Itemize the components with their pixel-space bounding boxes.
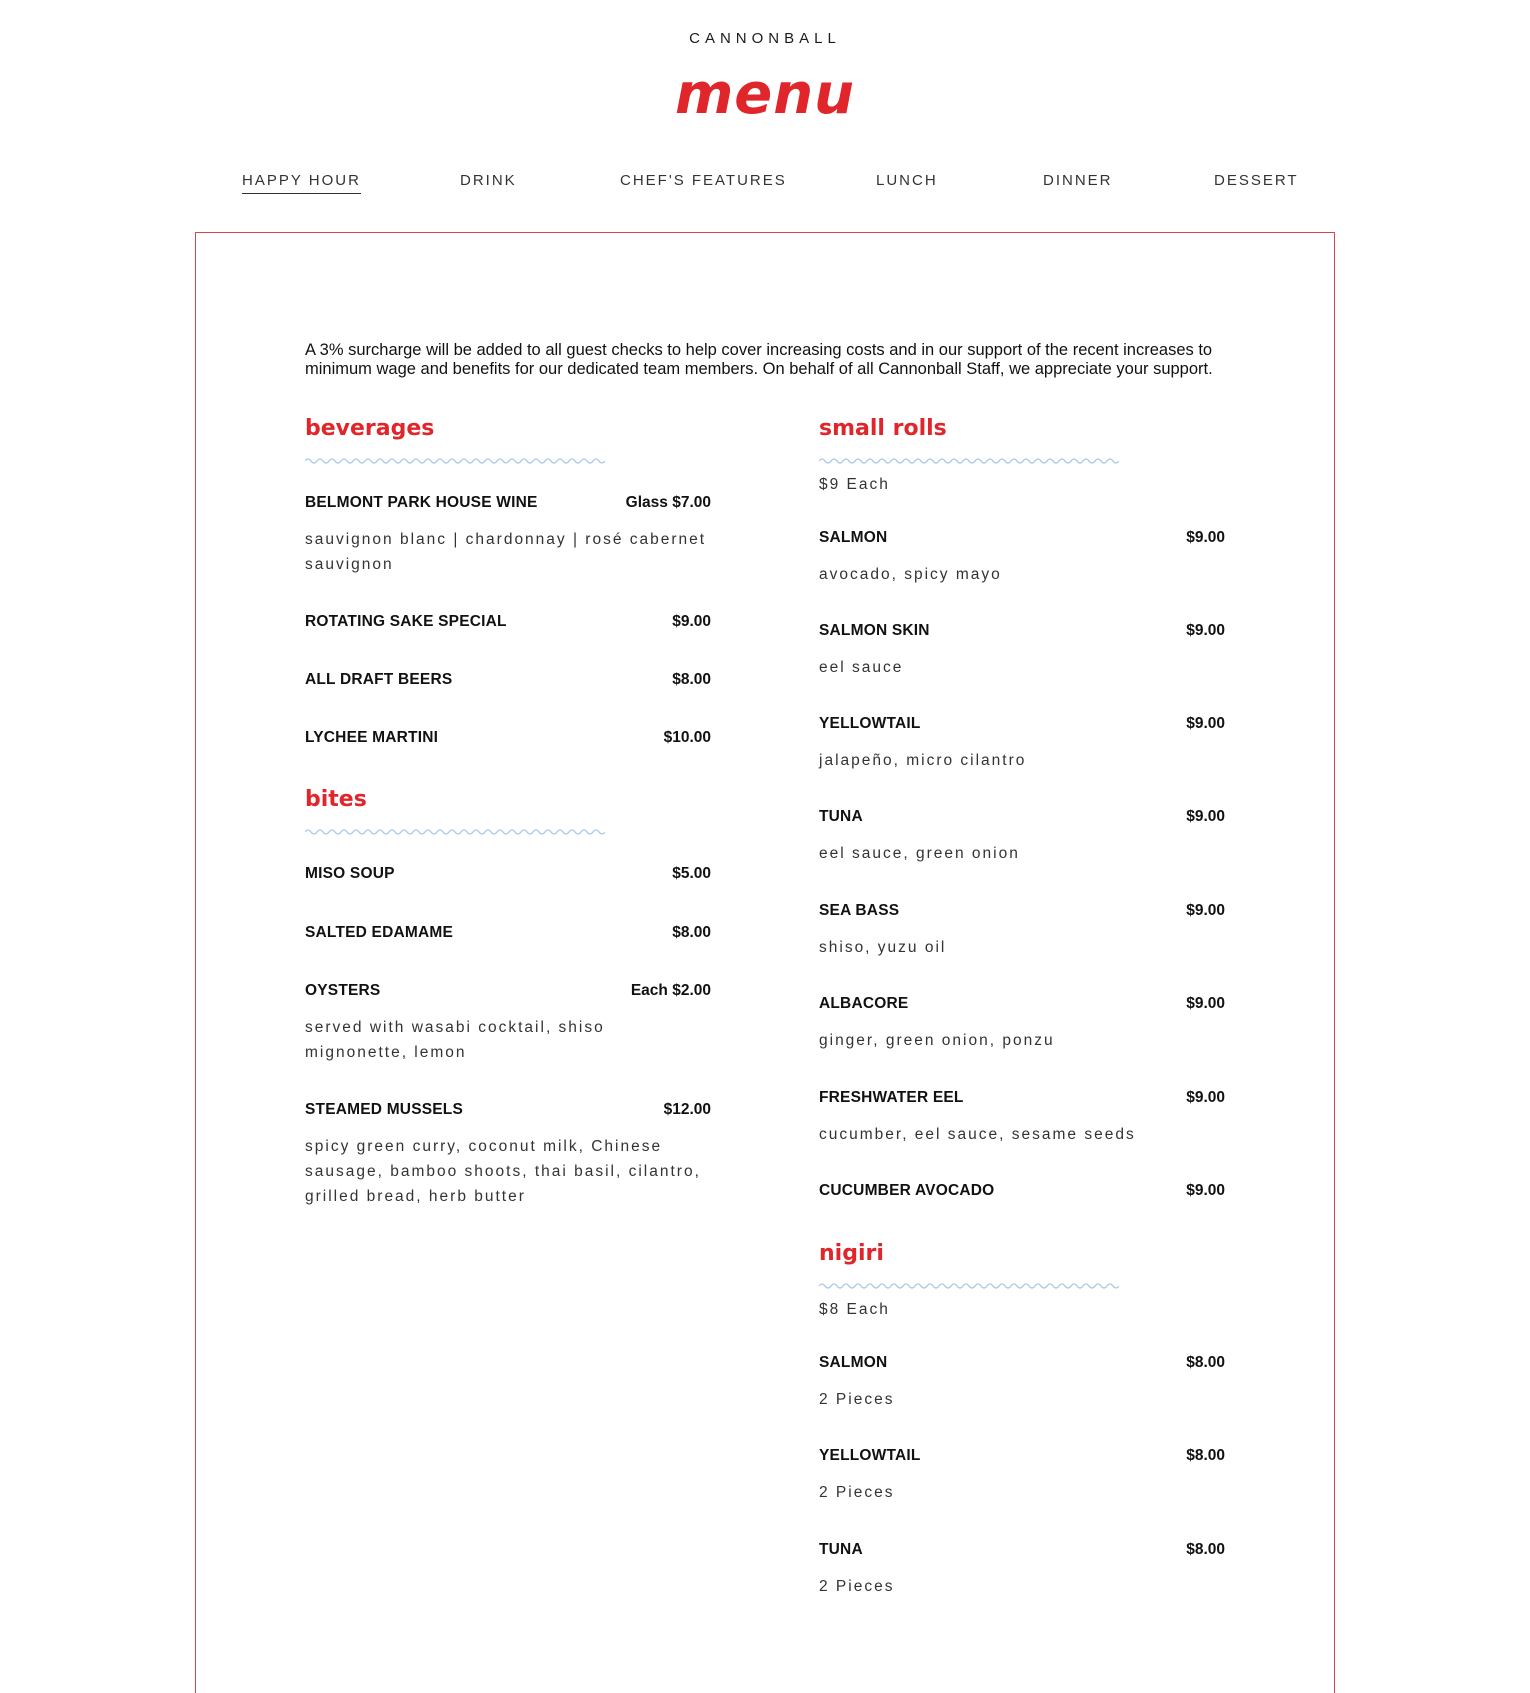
item-price: $8.00 xyxy=(1186,1354,1225,1371)
item-description: avocado, spicy mayo xyxy=(819,566,1002,583)
item-description: 2 Pieces xyxy=(819,1578,895,1595)
item-name: SALMON SKIN xyxy=(819,622,930,639)
item-name: ROTATING SAKE SPECIAL xyxy=(305,613,507,630)
item-name: OYSTERS xyxy=(305,982,381,999)
item-description: cucumber, eel sauce, sesame seeds xyxy=(819,1126,1136,1143)
item-price: $9.00 xyxy=(1186,622,1225,639)
tab-dinner[interactable]: DINNER xyxy=(1043,172,1113,189)
tab-lunch[interactable]: LUNCH xyxy=(876,172,938,189)
section-note: $8 Each xyxy=(819,1301,890,1318)
item-description: eel sauce xyxy=(819,659,904,676)
item-name: SALMON xyxy=(819,1354,888,1371)
item-name: LYCHEE MARTINI xyxy=(305,729,439,746)
menu-panel xyxy=(195,232,1335,1693)
item-description: eel sauce, green onion xyxy=(819,845,1020,862)
item-name: CUCUMBER AVOCADO xyxy=(819,1182,995,1199)
item-price: $9.00 xyxy=(1186,1182,1225,1199)
item-price: $12.00 xyxy=(663,1101,711,1118)
item-name: ALBACORE xyxy=(819,995,909,1012)
item-description: spicy green curry, coconut milk, Chinese sausage, bamboo shoots, thai basil, cilantro, grilled bread, herb butter xyxy=(305,1138,701,1205)
item-name: SEA BASS xyxy=(819,902,900,919)
section-title-beverages: beverages xyxy=(305,416,435,441)
item-description: sauvignon blanc | chardonnay | rosé cabernet sauvignon xyxy=(305,531,707,573)
item-price: $9.00 xyxy=(1186,902,1225,919)
tab-chefs-features[interactable]: CHEF'S FEATURES xyxy=(620,172,787,189)
menu-category-nav xyxy=(0,172,1530,202)
item-description: 2 Pieces xyxy=(819,1484,895,1501)
item-description: ginger, green onion, ponzu xyxy=(819,1032,1055,1049)
surcharge-notice: A 3% surcharge will be added to all guest checks to help cover increasing costs and in our support of the recent increases to minimum wage and benefits for our dedicated team members. On behalf of all Cannonball Staff, we appreciate your support. xyxy=(305,341,1213,378)
section-note: $9 Each xyxy=(819,476,890,493)
brand-name: CANNONBALL xyxy=(689,30,841,47)
section-title-bites: bites xyxy=(305,787,367,812)
tab-dessert[interactable]: DESSERT xyxy=(1214,172,1299,189)
item-description: 2 Pieces xyxy=(819,1391,895,1408)
item-name: YELLOWTAIL xyxy=(819,1447,921,1464)
item-name: TUNA xyxy=(819,808,863,825)
item-name: STEAMED MUSSELS xyxy=(305,1101,464,1118)
page-title: menu xyxy=(674,62,856,127)
wave-divider-icon xyxy=(305,456,605,466)
tab-drink[interactable]: DRINK xyxy=(460,172,517,189)
section-title-small-rolls: small rolls xyxy=(819,416,947,441)
item-description: jalapeño, micro cilantro xyxy=(819,752,1027,769)
item-name: BELMONT PARK HOUSE WINE xyxy=(305,494,538,511)
item-price: Each $2.00 xyxy=(630,982,711,999)
item-price: $9.00 xyxy=(672,613,711,630)
item-price: $10.00 xyxy=(663,729,711,746)
item-price: $5.00 xyxy=(672,865,711,882)
item-price: $8.00 xyxy=(1186,1541,1225,1558)
item-name: ALL DRAFT BEERS xyxy=(305,671,453,688)
item-description: served with wasabi cocktail, shiso mignonette, lemon xyxy=(305,1019,605,1061)
item-name: MISO SOUP xyxy=(305,865,395,882)
item-name: SALMON xyxy=(819,529,888,546)
wave-divider-icon xyxy=(819,456,1119,466)
item-name: YELLOWTAIL xyxy=(819,715,921,732)
item-name: TUNA xyxy=(819,1541,863,1558)
tab-happy-hour[interactable]: HAPPY HOUR xyxy=(242,172,361,194)
item-price: $9.00 xyxy=(1186,1089,1225,1106)
wave-divider-icon xyxy=(819,1281,1119,1291)
item-price: $9.00 xyxy=(1186,715,1225,732)
item-name: SALTED EDAMAME xyxy=(305,924,454,941)
item-description: shiso, yuzu oil xyxy=(819,939,947,956)
item-price: $9.00 xyxy=(1186,995,1225,1012)
item-name: FRESHWATER EEL xyxy=(819,1089,964,1106)
section-title-nigiri: nigiri xyxy=(819,1241,884,1266)
item-price: $8.00 xyxy=(1186,1447,1225,1464)
item-price: $9.00 xyxy=(1186,529,1225,546)
item-price: $9.00 xyxy=(1186,808,1225,825)
item-price: $8.00 xyxy=(672,671,711,688)
item-price: Glass $7.00 xyxy=(625,494,711,511)
item-price: $8.00 xyxy=(672,924,711,941)
wave-divider-icon xyxy=(305,827,605,837)
